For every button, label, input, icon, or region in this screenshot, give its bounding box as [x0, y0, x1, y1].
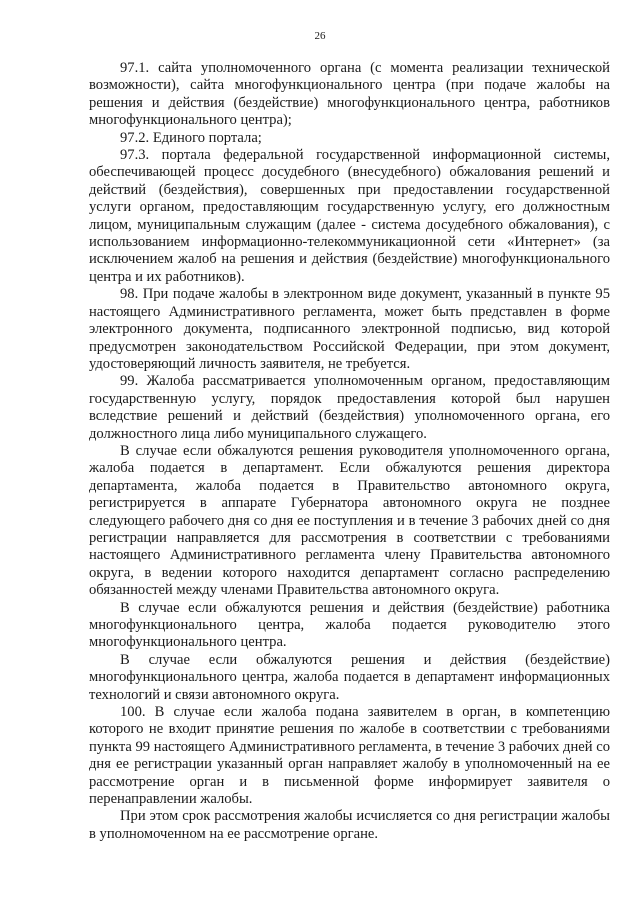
paragraph-100-term: При этом срок рассмотрения жалобы исчисляется со дня регистрации жалобы в уполномоченном на ее рассмотрение органе.	[89, 808, 610, 842]
page-number: 26	[314, 30, 326, 42]
paragraph-100: 100. В случае если жалоба подана заявителем в орган, в компетенцию которого не входит принятие решения по жалобе в соответствии с требованиями пункта 99 настоящего Административного регламента, в течение 3 рабочих дней со дня ее регистрации указанный орган направляет жалобу в уполномоченный на ее рассмотрение орган и в письменной форме информирует заявителя о перенаправлении жалобы.	[89, 704, 610, 808]
paragraph-97-1: 97.1. сайта уполномоченного органа (с момента реализации технической возможности), сайта многофункционального центра (при подаче жалобы на решения и действия (бездействие) многофункционального центра, работников многофункционального центра);	[89, 60, 610, 129]
paragraph-99-mfc-worker: В случае если обжалуются решения и действия (бездействие) работника многофункционального центра, жалоба подается руководителю этого многофункционального центра.	[89, 599, 610, 651]
paragraph-98: 98. При подаче жалобы в электронном виде документ, указанный в пункте 95 настоящего Административного регламента, может быть представлен в форме электронного документа, подписанного электронной подписью, вид которой предусмотрен законодательством Российской Федерации, при этом документ, удостоверяющий личность заявителя, не требуется.	[89, 286, 610, 372]
paragraph-97-3: 97.3. портала федеральной государственной информационной системы, обеспечивающей процесс досудебного (внесудебного) обжалования решений и действий (бездействия), совершенных при предоставлении государственной услуги органом, предоставляющим государственную услугу, его должностным лицом, муниципальным служащим (далее - система досудебного обжалования), с использованием информационно-телекоммуникационной сети «Интернет» (за исключением жалоб на решения и действия (бездействие) многофункционального центра и их работников).	[89, 147, 610, 285]
paragraph-97-2: 97.2. Единого портала;	[120, 129, 262, 146]
paragraph-99-director: В случае если обжалуются решения руководителя уполномоченного органа, жалоба подается в департамент. Если обжалуются решения директора департамента, жалоба подается в Правительство автономного округа, регистрируется в аппарате Губернатора автономного округа не позднее следующего рабочего дня со дня ее поступления и в течение 3 рабочих дней со дня регистрации направляется для рассмотрения в соответствии с требованиями настоящего Административного регламента члену Правительства автономного округа, в ведении которого находится департамент согласно распределению обязанностей между членами Правительства автономного округа.	[89, 442, 610, 599]
paragraph-99: 99. Жалоба рассматривается уполномоченным органом, предоставляющим государственную услугу, порядок предоставления которой был нарушен вследствие решений и действий (бездействия) уполномоченного органа, его должностного лица либо муниципального служащего.	[89, 373, 610, 442]
document-body	[89, 60, 610, 843]
paragraph-99-mfc: В случае если обжалуются решения и действия (бездействие) многофункционального центра, жалоба подается в департамент информационных технологий и связи автономного округа.	[89, 651, 610, 703]
